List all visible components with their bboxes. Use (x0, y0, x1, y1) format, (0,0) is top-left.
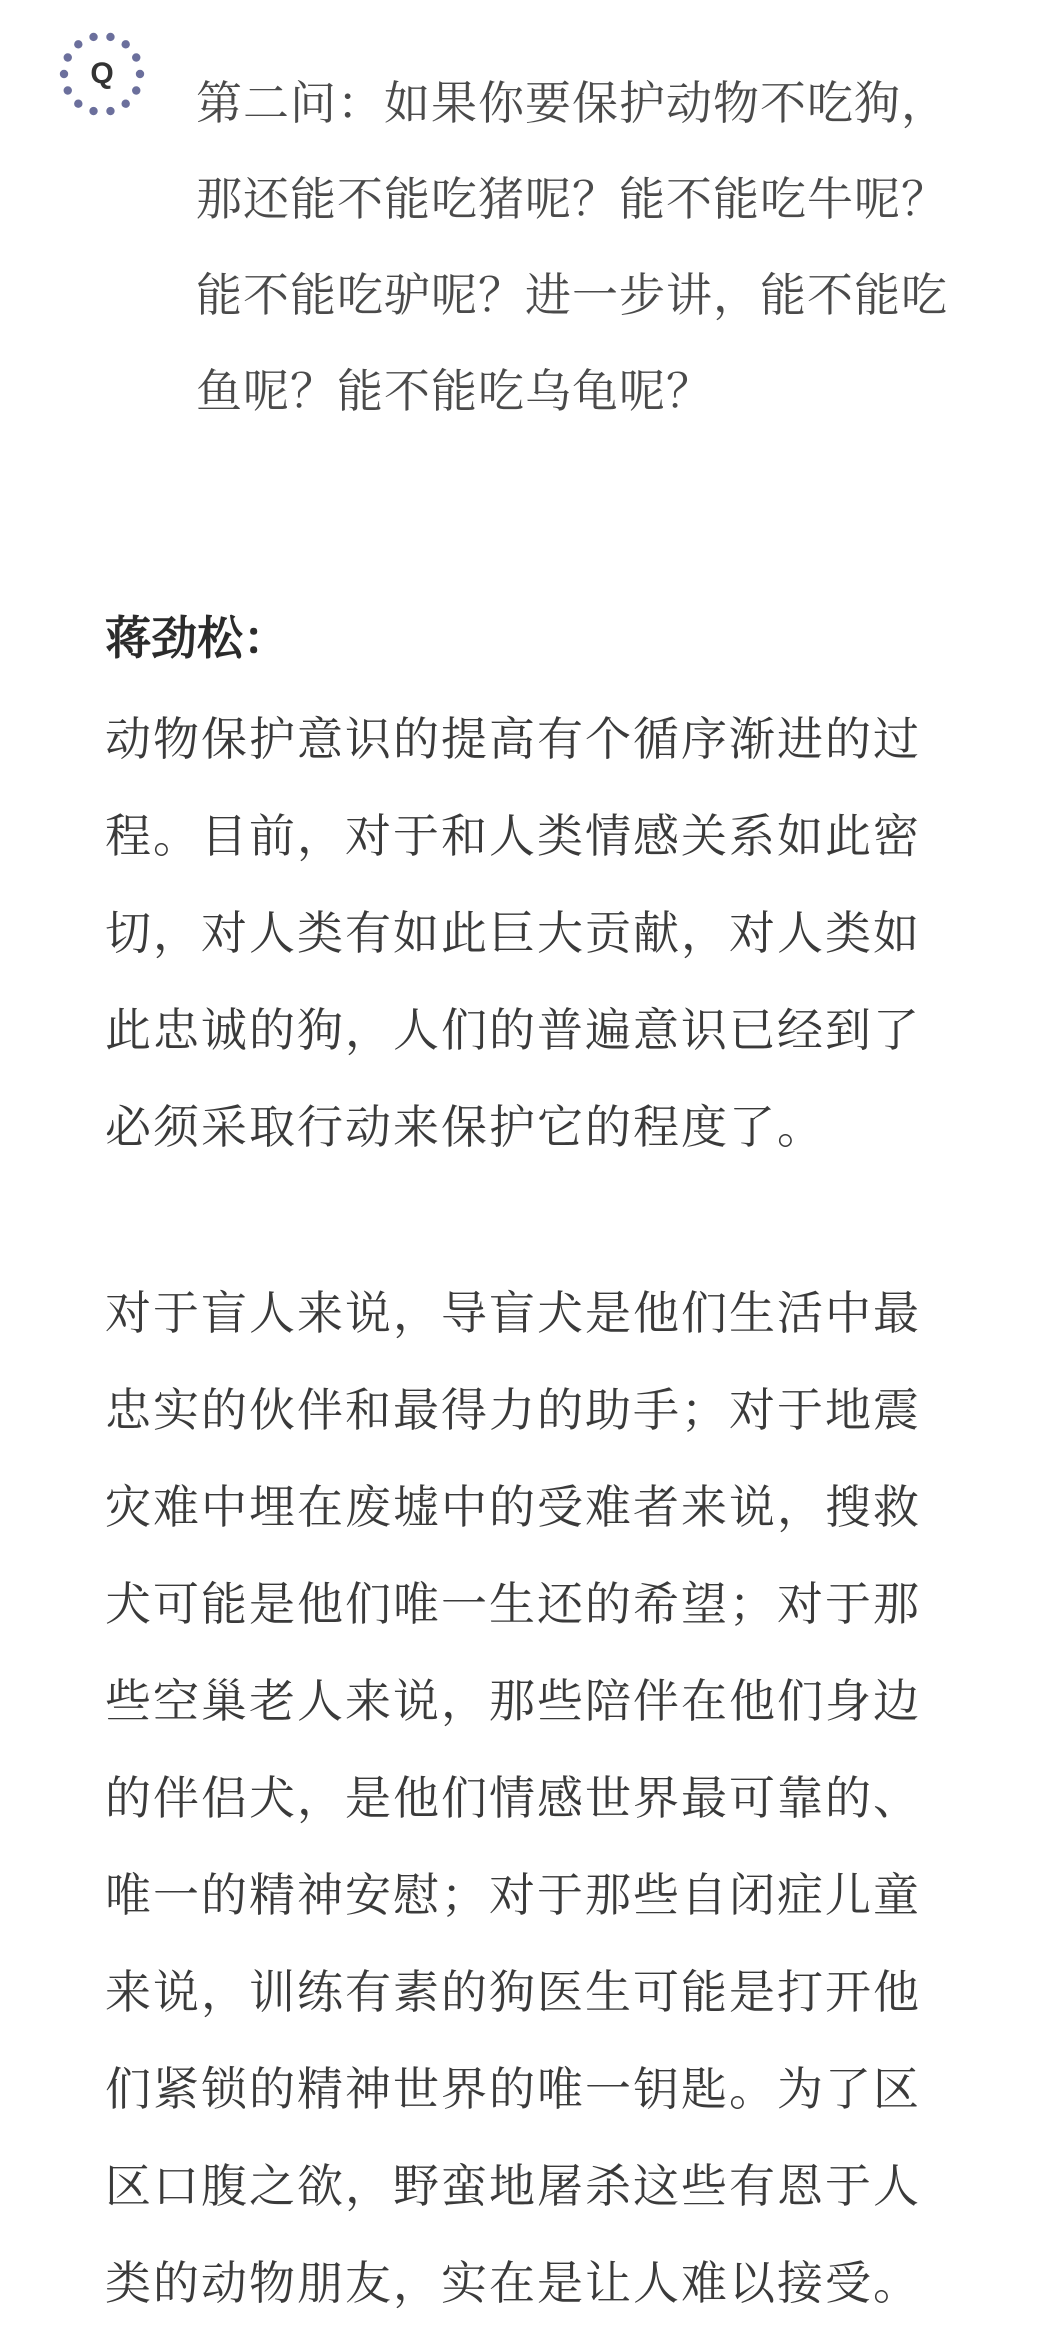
paragraph-line: 们紧锁的精神世界的唯一钥匙。为了区 (105, 2062, 921, 2116)
paragraph-line: 动物保护意识的提高有个循序渐进的过 (105, 712, 921, 766)
question-text (196, 55, 1026, 439)
question-line: 鱼呢？能不能吃乌龟呢？ (196, 364, 713, 418)
paragraph-line: 必须采取行动来保护它的程度了。 (105, 1100, 825, 1154)
paragraph-line: 程。目前，对于和人类情感关系如此密 (105, 809, 921, 863)
paragraph-line: 类的动物朋友，实在是让人难以接受。 (105, 2256, 921, 2310)
paragraph-line: 对于盲人来说，导盲犬是他们生活中最 (105, 1286, 921, 1340)
paragraph-line: 忠实的伙伴和最得力的助手；对于地震 (105, 1383, 921, 1437)
answer-paragraph-2 (105, 1265, 1005, 2332)
answer-paragraph-1 (105, 691, 1005, 1176)
paragraph-line: 些空巢老人来说，那些陪伴在他们身边 (105, 1674, 921, 1728)
question-badge-letter: Q (90, 57, 114, 90)
question-line: 能不能吃驴呢？进一步讲，能不能吃 (196, 268, 948, 322)
paragraph-line: 犬可能是他们唯一生还的希望；对于那 (105, 1577, 921, 1631)
paragraph-line: 此忠诚的狗，人们的普遍意识已经到了 (105, 1003, 921, 1057)
paragraph-line: 切，对人类有如此巨大贡献，对人类如 (105, 906, 921, 960)
question-badge (58, 30, 146, 118)
speaker-name: 蒋劲松： (105, 611, 289, 665)
paragraph-line: 的伴侣犬，是他们情感世界最可靠的、 (105, 1771, 921, 1825)
question-line: 第二问：如果你要保护动物不吃狗， (196, 76, 948, 130)
paragraph-line: 来说，训练有素的狗医生可能是打开他 (105, 1965, 921, 2019)
question-line: 那还能不能吃猪呢？能不能吃牛呢？ (196, 172, 948, 226)
paragraph-line: 唯一的精神安慰；对于那些自闭症儿童 (105, 1868, 921, 1922)
paragraph-line: 灾难中埋在废墟中的受难者来说，搜救 (105, 1480, 921, 1534)
paragraph-line: 区口腹之欲，野蛮地屠杀这些有恩于人 (105, 2159, 921, 2213)
